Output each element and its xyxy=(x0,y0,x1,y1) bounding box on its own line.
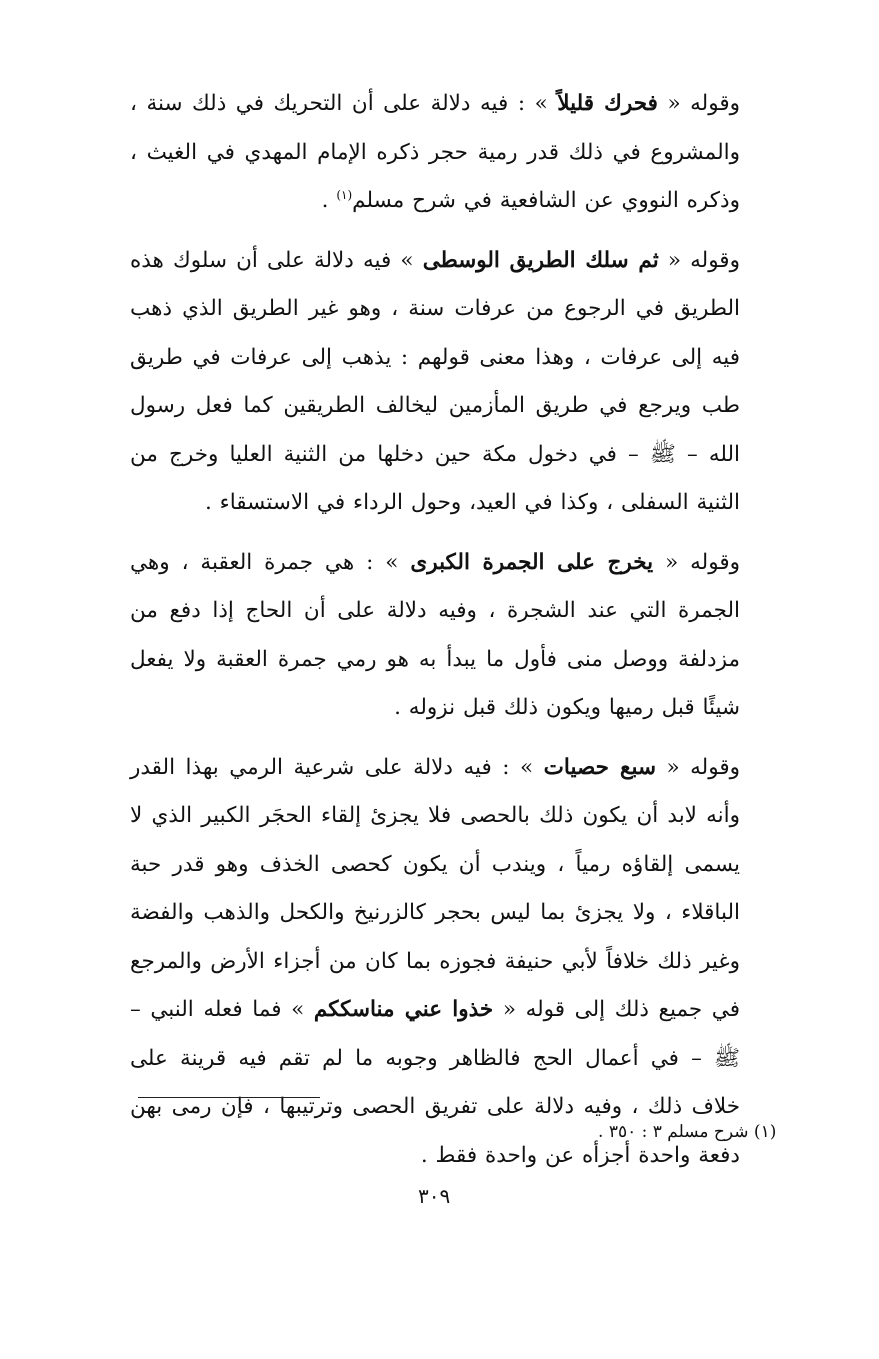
paragraph-3-lead: وقوله « xyxy=(665,549,740,575)
footnote-divider xyxy=(138,1097,320,1098)
paragraph-1-quote: فحرك قليلاً xyxy=(557,91,658,116)
paragraph-4-quote-2: خذوا عني مناسككم xyxy=(313,997,494,1022)
page-number: ٣٠٩ xyxy=(418,1184,451,1208)
page-body xyxy=(130,80,740,1191)
paragraph-2-quote: ثم سلك الطريق الوسطى xyxy=(422,247,659,273)
footnote: (١) شرح مسلم ٣ : ٣٥٠ . xyxy=(598,1122,777,1142)
paragraph-1-lead: وقوله « xyxy=(667,91,740,116)
paragraph-3 xyxy=(130,539,740,733)
paragraph-4 xyxy=(130,744,740,1181)
paragraph-4-text-2: » فما فعله النبي – ﷺ – في أعمال الحج فالظاهر وجوبه ما لم تقم فيه قرينة على خلاف ذلك ، وفيه دلالة على تفريق الحصى وترتيبها ، فإن رمى بهن دفعة واحدة أجزأه عن واحدة فقط . xyxy=(130,997,740,1168)
paragraph-3-text: » : هي جمرة العقبة ، وهي الجمرة التي عند الشجرة ، وفيه دلالة على أن الحاج إذا دفع من مزدلفة ووصل منى فأول ما يبدأ به هو رمي جمرة العقبة ولا يفعل شيئًا قبل رميها ويكون ذلك قبل نزوله . xyxy=(130,549,740,720)
paragraph-4-text: » : فيه دلالة على شرعية الرمي بهذا القدر وأنه لابد أن يكون ذلك بالحصى فلا يجزئ إلقاء الحجَر الكبير الذي لا يسمى إلقاؤه رمياً ، ويندب أن يكون كحصى الخذف وهو قدر حبة الباقلاء ، ولا يجزئ بما ليس بحجر كالزرنيخ والكحل والذهب والفضة وغير ذلك خلافاً لأبي حنيفة فجوزه بما كان من أجزاء الأرض والمرجع في جميع ذلك إلى قوله « xyxy=(130,754,740,1022)
paragraph-2 xyxy=(130,237,740,528)
paragraph-2-text: » فيه دلالة على أن سلوك هذه الطريق في الرجوع من عرفات سنة ، وهو غير الطريق الذي ذهب فيه إلى عرفات ، وهذا معنى قولهم : يذهب إلى عرفات في طريق طب ويرجع في طريق المأزمين ليخالف الطريقين كما فعل رسول الله – ﷺ – في دخول مكة حين دخلها من الثنية العليا وخرج من الثنية السفلى ، وكذا في العيد، وحول الرداء في الاستسقاء . xyxy=(130,247,740,515)
paragraph-4-lead: وقوله « xyxy=(666,754,740,780)
paragraph-1-text: » : فيه دلالة على أن التحريك في ذلك سنة ، والمشروع في ذلك قدر رمية حجر ذكره الإمام المهدي في الغيث ، وذكره النووي عن الشافعية في شرح مسلم xyxy=(130,91,740,213)
footnote-reference: (١) xyxy=(336,187,353,202)
paragraph-1-tail: . xyxy=(321,188,337,213)
paragraph-4-quote: سبع حصيات xyxy=(543,754,656,780)
paragraph-2-lead: وقوله « xyxy=(667,247,740,273)
paragraph-1 xyxy=(130,80,740,226)
paragraph-3-quote: يخرج على الجمرة الكبرى xyxy=(410,549,654,575)
